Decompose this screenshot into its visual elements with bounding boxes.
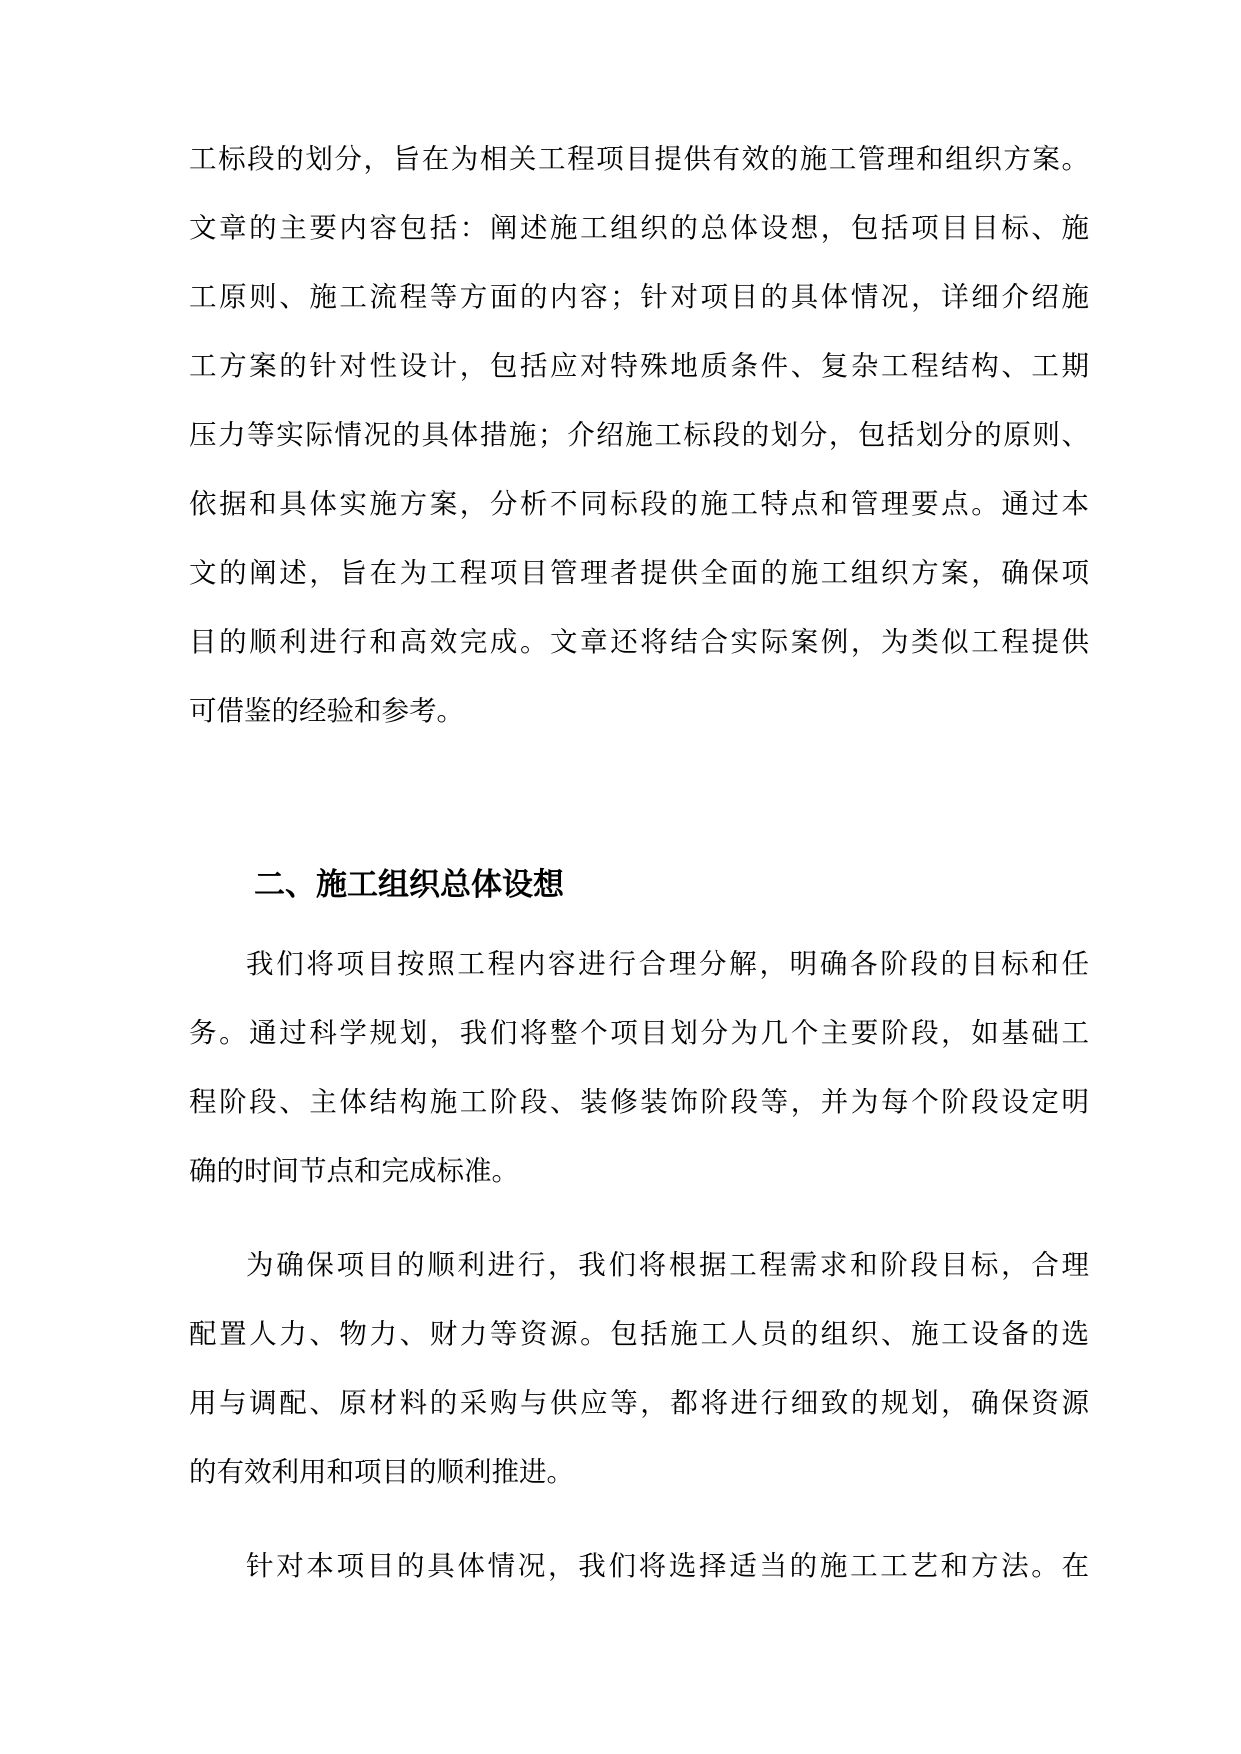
text-line: 工原则、施工流程等方面的内容；针对项目的具体情况，详细介绍施 <box>189 281 1089 313</box>
text-line: 用与调配、原材料的采购与供应等，都将进行细致的规划，确保资源 <box>189 1387 1089 1419</box>
text-line: 针对本项目的具体情况，我们将选择适当的施工工艺和方法。在 <box>246 1550 1089 1582</box>
text-line: 我们将项目按照工程内容进行合理分解，明确各阶段的目标和任 <box>246 948 1089 980</box>
section-heading: 二、施工组织总体设想 <box>254 867 564 903</box>
text-line: 确的时间节点和完成标准。 <box>189 1155 519 1187</box>
text-line: 依据和具体实施方案，分析不同标段的施工特点和管理要点。通过本 <box>189 488 1089 520</box>
text-line: 可借鉴的经验和参考。 <box>189 695 464 727</box>
text-line: 文章的主要内容包括：阐述施工组织的总体设想，包括项目目标、施 <box>189 212 1089 244</box>
text-line: 工方案的针对性设计，包括应对特殊地质条件、复杂工程结构、工期 <box>189 350 1089 382</box>
text-line: 配置人力、物力、财力等资源。包括施工人员的组织、施工设备的选 <box>189 1318 1089 1350</box>
text-line: 压力等实际情况的具体措施；介绍施工标段的划分，包括划分的原则、 <box>189 419 1089 451</box>
text-line: 目的顺利进行和高效完成。文章还将结合实际案例，为类似工程提供 <box>189 626 1089 658</box>
text-line: 为确保项目的顺利进行，我们将根据工程需求和阶段目标，合理 <box>246 1249 1089 1281</box>
text-line: 程阶段、主体结构施工阶段、装修装饰阶段等，并为每个阶段设定明 <box>189 1086 1089 1118</box>
text-line: 的有效利用和项目的顺利推进。 <box>189 1456 574 1488</box>
text-line: 文的阐述，旨在为工程项目管理者提供全面的施工组织方案，确保项 <box>189 557 1089 589</box>
text-line: 务。通过科学规划，我们将整个项目划分为几个主要阶段，如基础工 <box>189 1017 1089 1049</box>
text-line: 工标段的划分，旨在为相关工程项目提供有效的施工管理和组织方案。 <box>189 143 1089 175</box>
